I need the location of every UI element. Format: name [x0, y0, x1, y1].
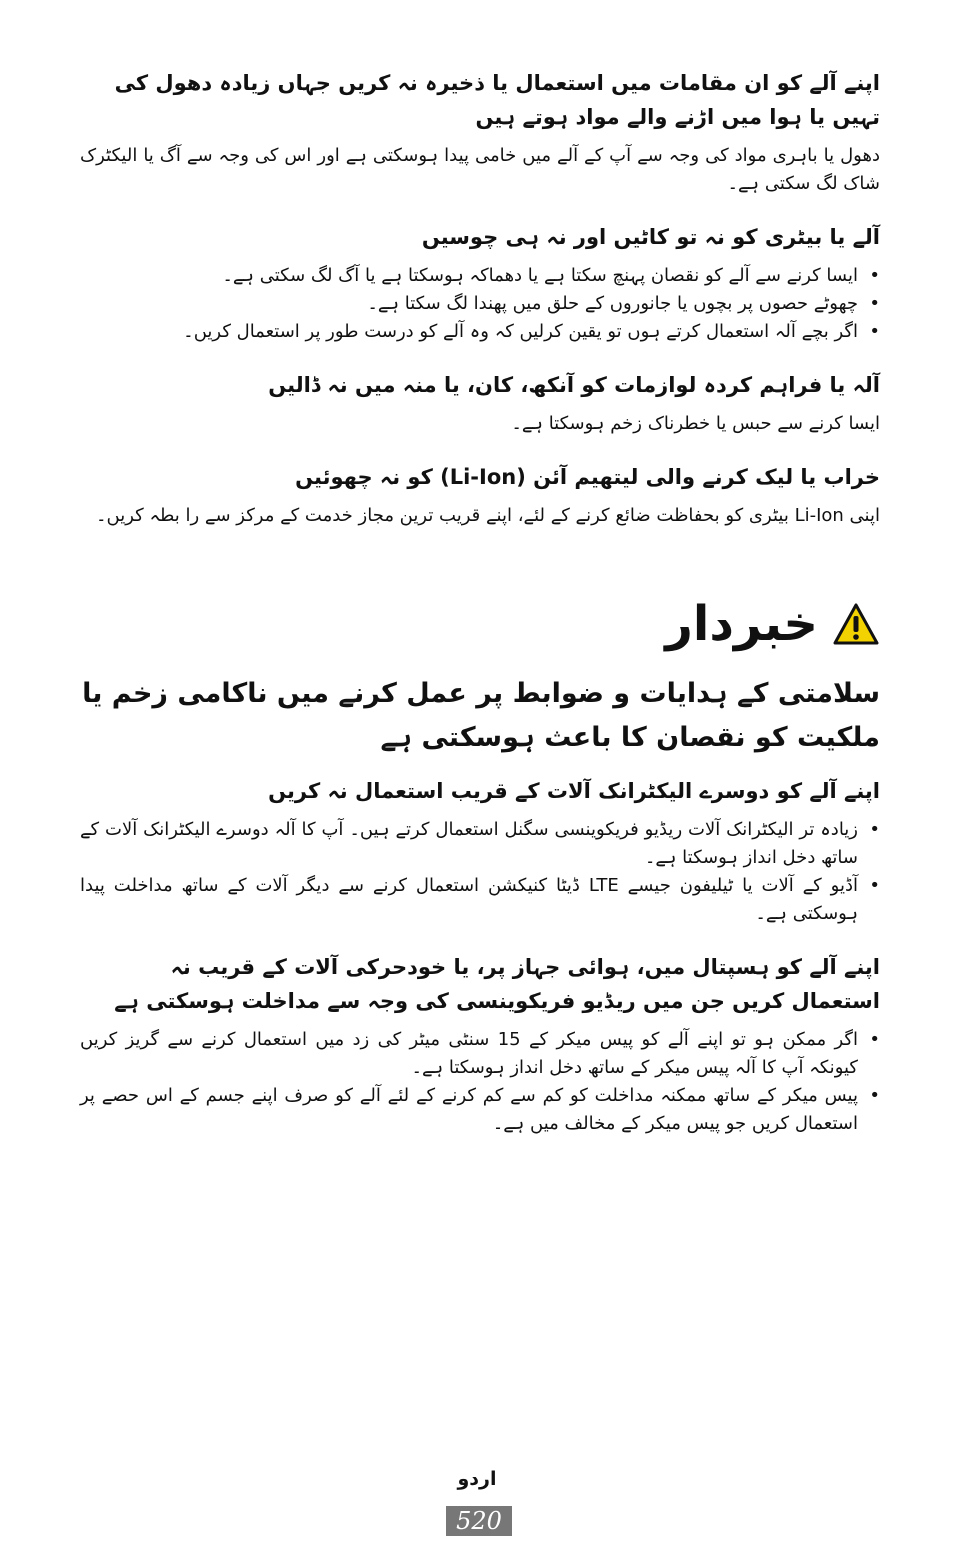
footer-language: اردو — [457, 1468, 497, 1490]
bullet-list-electronics — [80, 816, 880, 928]
warning-title: خبردار — [665, 596, 818, 652]
section-body-insert: ایسا کرنے سے حبس یا خطرناک زخم ہوسکتا ہے۔ — [511, 413, 880, 434]
warning-subtitle: سلامتی کے ہدایات و ضوابط پر عمل کرنے میں ناکامی زخم یا ملکیت کو نقصان کا باعث ہوسکتی ہے — [82, 678, 880, 753]
section-heading-electronics: اپنے آلے کو دوسرے الیکٹرانک آلات کے قریب استعمال نہ کریں — [268, 779, 880, 803]
list-item: • اگر بچے آلہ استعمال کرتے ہوں تو یقین کرلیں کہ وہ آلے کو درست طور پر استعمال کریں۔ — [80, 318, 858, 346]
section-body-liion: اپنی Li-Ion بیٹری کو بحفاظت ضائع کرنے کے لئے، اپنے قریب ترین مجاز خدمت کے مرکز سے را بطہ کریں۔ — [95, 505, 880, 526]
list-item: • چھوٹے حصوں پر بچوں یا جانوروں کے حلق میں پھندا لگ سکتا ہے۔ — [80, 290, 858, 318]
list-item: • ایسا کرنے سے آلے کو نقصان پہنچ سکتا ہے یا دھماکہ ہوسکتا ہے یا آگ لگ سکتی ہے۔ — [80, 262, 858, 290]
list-item: • زیادہ تر الیکٹرانک آلات ریڈیو فریکوینسی سگنل استعمال کرتے ہیں۔ آپ کا آلہ دوسرے الیکٹرانک آلات کے ساتھ دخل انداز ہوسکتا ہے۔ — [80, 816, 858, 872]
warning-header — [80, 594, 880, 654]
bullet-list-bite — [80, 262, 880, 346]
list-item: • آڈیو کے آلات یا ٹیلیفون جیسے LTE ڈیٹا کنیکشن استعمال کرنے سے دیگر آلات کے ساتھ مداخلت پیدا ہوسکتی ہے۔ — [80, 872, 858, 928]
warning-triangle-icon — [832, 602, 880, 646]
list-item: • پیس میکر کے ساتھ ممکنہ مداخلت کو کم سے کم کرنے کے لئے آلے کو صرف اپنے جسم کے اس حصے پر استعمال کریں جو پیس میکر کے مخالف میں ہے۔ — [80, 1082, 858, 1138]
section-heading-dust: اپنے آلے کو ان مقامات میں استعمال یا ذخیرہ نہ کریں جہاں زیادہ دھول کی تہیں یا ہوا میں اڑنے والے مواد ہوتے ہیں — [114, 71, 880, 129]
section-heading-hospital: اپنے آلے کو ہسپتال میں، ہوائی جہاز پر، یا خودحرکی آلات کے قریب نہ استعمال کریں جن میں ریڈیو فریکوینسی کی وجہ سے مداخلت ہوسکتی ہے — [114, 955, 880, 1013]
bullet-list-hospital — [80, 1026, 880, 1138]
section-heading-liion: خراب یا لیک کرنے والی لیتھیم آئن (Li-Ion) کو نہ چھوئیں — [295, 465, 880, 489]
section-heading-bite: آلے یا بیٹری کو نہ تو کاٹیں اور نہ ہی چوسیں — [421, 225, 880, 249]
section-heading-insert: آلہ یا فراہم کردہ لوازمات کو آنکھ، کان، یا منہ میں نہ ڈالیں — [268, 373, 880, 397]
list-item: • اگر ممکن ہو تو اپنے آلے کو پیس میکر کے 15 سنٹی میٹر کی زد میں استعمال کرنے سے گریز کریں کیونکہ آپ کا آلہ پیس میکر کے ساتھ دخل انداز ہوسکتا ہے۔ — [80, 1026, 858, 1082]
section-body-dust: دھول یا باہری مواد کی وجہ سے آپ کے آلے میں خامی پیدا ہوسکتی ہے اور اس کی وجہ سے آگ یا الیکٹرک شاک لگ سکتی ہے۔ — [80, 145, 880, 194]
page-number: 520 — [446, 1506, 512, 1536]
